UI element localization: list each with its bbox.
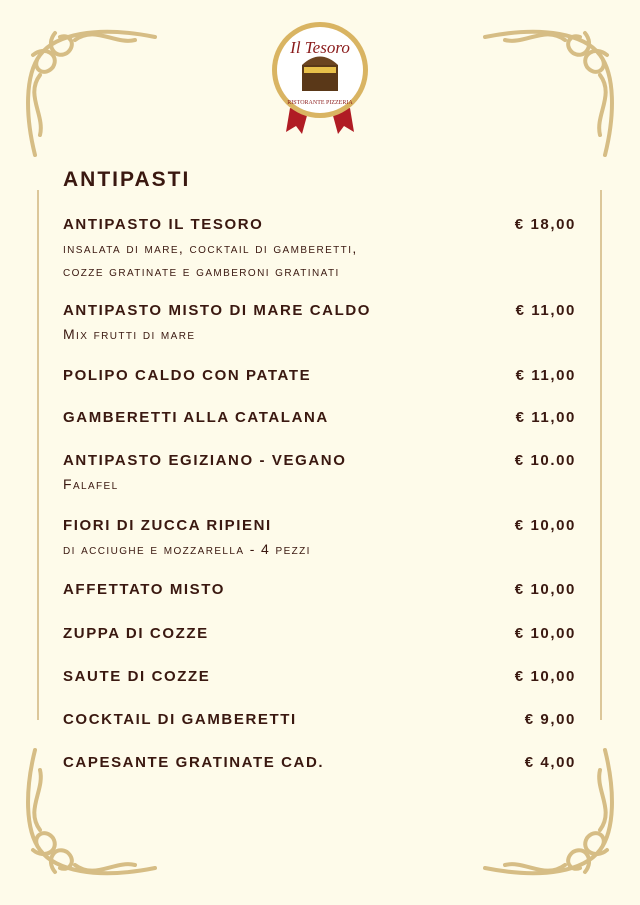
left-gold-line (37, 190, 39, 720)
menu-item-price: € 10,00 (514, 625, 576, 642)
menu-item (63, 625, 576, 643)
menu-item-description (63, 538, 576, 561)
menu-item-row (63, 625, 576, 643)
menu-item-name: ANTIPASTO EGIZIANO - VEGANO (63, 452, 347, 469)
menu-item (63, 216, 576, 283)
menu-item-description (63, 237, 576, 283)
menu-item (63, 452, 576, 496)
menu-item-name: AFFETTATO MISTO (63, 581, 226, 598)
menu-item-name: CAPESANTE GRATINATE CAD. (63, 754, 325, 771)
section-title: ANTIPASTI (63, 168, 191, 191)
menu-item-price: € 4,00 (524, 754, 576, 771)
menu-item (63, 367, 576, 385)
menu-item (63, 581, 576, 599)
menu-item-price: € 11,00 (515, 367, 576, 384)
svg-text:Il Tesoro: Il Tesoro (290, 38, 350, 57)
menu-item-row (63, 754, 576, 772)
description-line: di acciughe e mozzarella - 4 pezzi (63, 541, 311, 557)
menu-item-price: € 9,00 (524, 711, 576, 728)
menu-item-name: COCKTAIL DI GAMBERETTI (63, 711, 297, 728)
menu-item-name: SAUTE DI COZZE (63, 668, 211, 685)
menu-item-price: € 18,00 (514, 216, 576, 233)
menu-item-price: € 11,00 (515, 409, 576, 426)
description-line: Falafel (63, 476, 119, 492)
menu-item-name: FIORI DI ZUCCA RIPIENI (63, 517, 272, 534)
corner-ornament-top-left (15, 15, 165, 165)
menu-item-name: ANTIPASTO IL TESORO (63, 216, 264, 233)
menu-item-name: ANTIPASTO MISTO DI MARE CALDO (63, 302, 372, 319)
menu-item-row (63, 517, 576, 535)
menu-item-name: GAMBERETTI ALLA CATALANA (63, 409, 329, 426)
menu-item (63, 302, 576, 346)
description-line: insalata di mare, cocktail di gamberetti, (63, 240, 358, 256)
menu-item (63, 711, 576, 729)
menu-item-price: € 10,00 (514, 517, 576, 534)
corner-ornament-top-right (475, 15, 625, 165)
menu-item-row (63, 668, 576, 686)
right-gold-line (600, 190, 602, 720)
menu-item-row (63, 711, 576, 729)
restaurant-logo (270, 20, 370, 135)
menu-item-name: ZUPPA DI COZZE (63, 625, 209, 642)
menu-item-row (63, 581, 576, 599)
menu-item-price: € 10,00 (514, 581, 576, 598)
menu-item-price: € 10.00 (514, 452, 576, 469)
menu-item (63, 668, 576, 686)
menu-item-price: € 10,00 (514, 668, 576, 685)
description-line: Mix frutti di mare (63, 326, 196, 342)
menu-item-row (63, 216, 576, 234)
menu-item (63, 409, 576, 427)
menu-item-row (63, 452, 576, 470)
menu-item-row (63, 302, 576, 320)
menu-item (63, 754, 576, 772)
menu-item-description (63, 473, 576, 496)
menu-item-row (63, 409, 576, 427)
description-line: cozze gratinate e gamberoni gratinati (63, 263, 340, 279)
menu-item-price: € 11,00 (515, 302, 576, 319)
menu-item-row (63, 367, 576, 385)
menu-item (63, 517, 576, 561)
menu-item-name: POLIPO CALDO CON PATATE (63, 367, 312, 384)
svg-text:RISTORANTE PIZZERIA: RISTORANTE PIZZERIA (287, 100, 353, 106)
menu-item-description (63, 323, 576, 346)
